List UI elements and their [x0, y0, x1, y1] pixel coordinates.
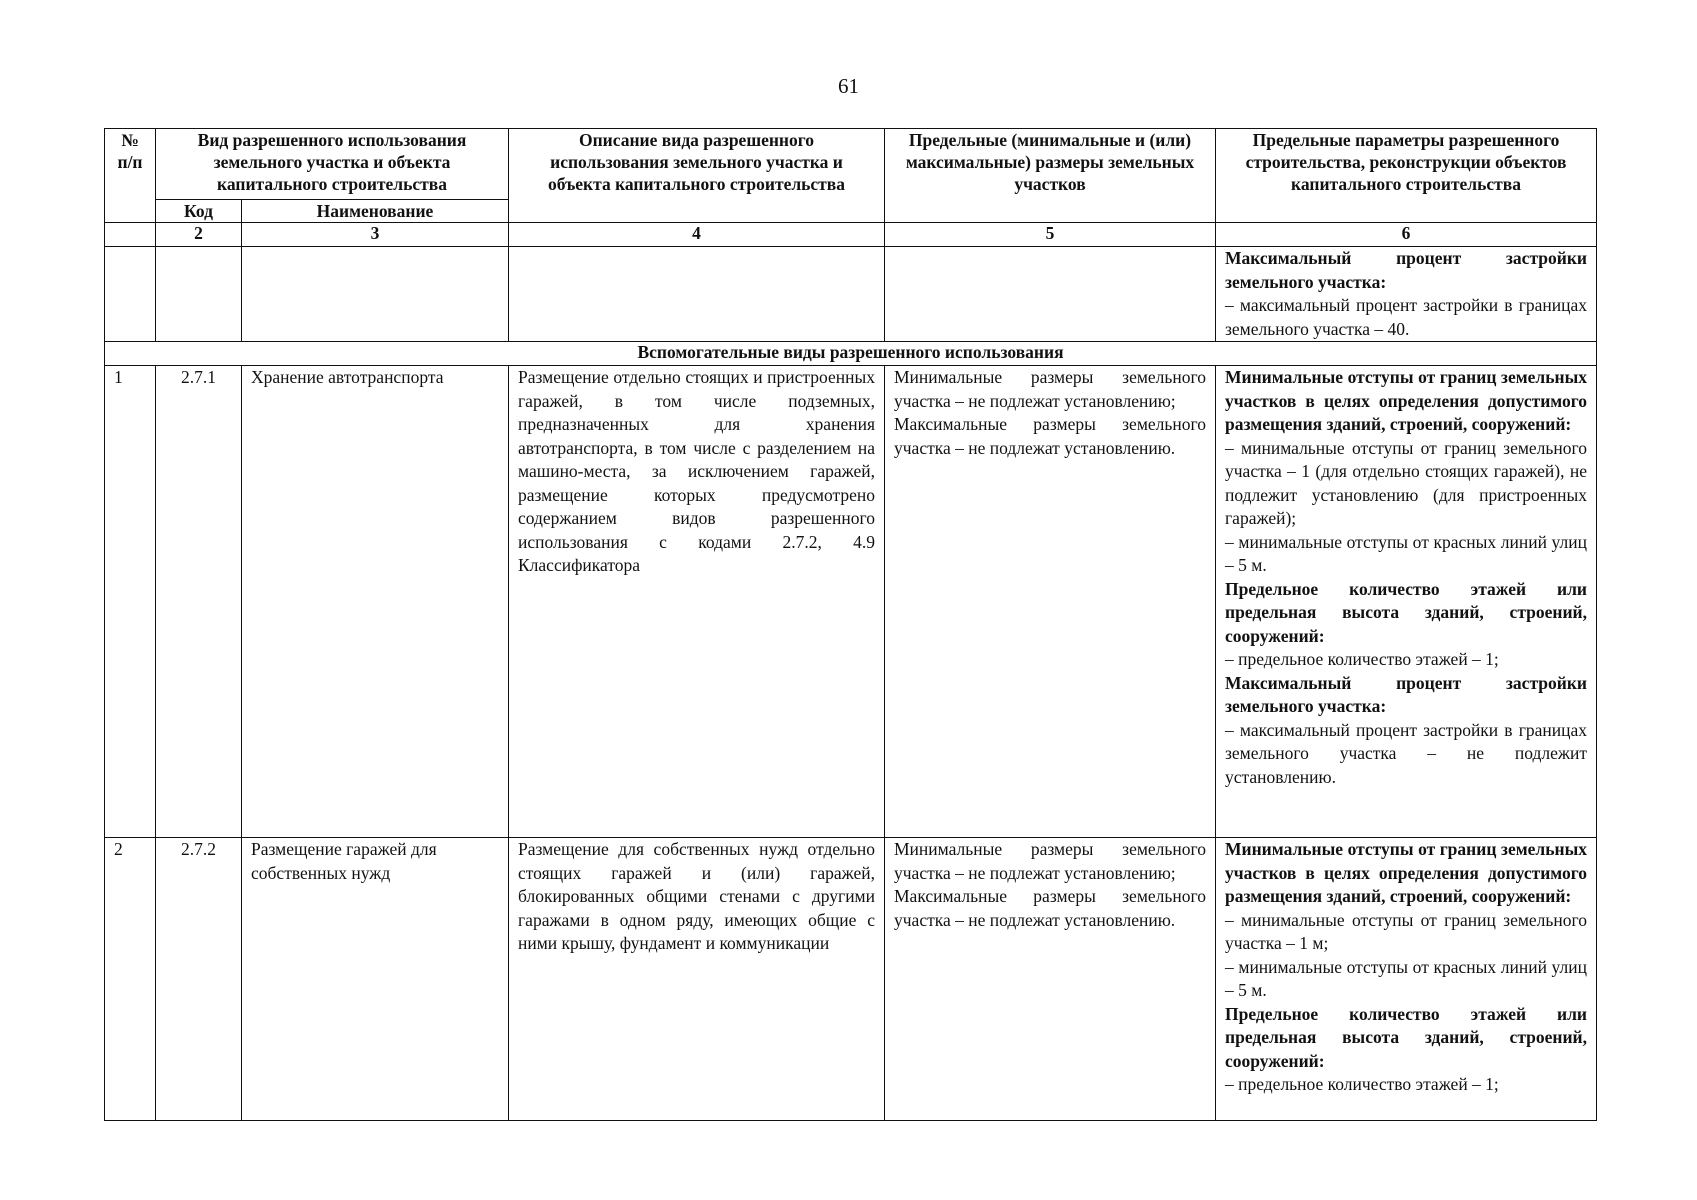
row-params-setback-a: – минимальные отступы от границ земельного участка – 1 м; — [1225, 909, 1587, 953]
row-params-setback-head: Минимальные отступы от границ земельных участков в целях определения допустимого размещения зданий, строений, сооружений: — [1225, 839, 1587, 906]
land-use-table — [104, 128, 1597, 1121]
page-number: 61 — [838, 74, 859, 98]
header-description: Описание вида разрешенного использования земельного участка и объекта капитального строительства — [509, 129, 885, 223]
row-sizes-min: Минимальные размеры земельного участка – не подлежат установлению; — [894, 367, 1206, 411]
row-description: Размещение отдельно стоящих и пристроенных гаражей, в том числе подземных, предназначенных для хранения автотранспорта, в том числе с разделением на машино-места, за исключением гаражей, размещение которых предусмотрено содержанием видов разрешенного использования с кодами 2.7.2, 4.9 Классификатора — [509, 366, 885, 838]
table-row — [105, 366, 1597, 838]
row-params-floors-head: Предельное количество этажей или предельная высота зданий, строений, сооружений: — [1225, 578, 1587, 646]
row-sizes-max: Максимальные размеры земельного участка – не подлежат установлению. — [894, 886, 1206, 930]
row-params-coverage-head: Максимальный процент застройки земельного участка: — [1225, 672, 1587, 716]
row-params-floors-a: – предельное количество этажей – 1; — [1225, 1074, 1499, 1094]
header-params: Предельные параметры разрешенного строительства, реконструкции объектов капитального строительства — [1216, 129, 1597, 223]
colnum-3: 3 — [242, 223, 509, 247]
colnum-6: 6 — [1216, 223, 1597, 247]
row-params-floors-a: – предельное количество этажей – 1; — [1225, 649, 1499, 669]
colnum-4: 4 — [509, 223, 885, 247]
continuation-params-text: – максимальный процент застройки в границах земельного участка – 40. — [1225, 295, 1587, 339]
row-params-setback-head: Минимальные отступы от границ земельных участков в целях определения допустимого размещения зданий, строений, сооружений: — [1225, 367, 1587, 434]
row-sizes-min: Минимальные размеры земельного участка – не подлежат установлению; — [894, 839, 1206, 883]
colnum-5: 5 — [885, 223, 1216, 247]
row-description: Размещение для собственных нужд отдельно стоящих гаражей и (или) гаражей, блокированных общими стенами с другими гаражами в одном ряду, имеющих общие с ними крышу, фундамент и коммуникации — [509, 838, 885, 1121]
row-num: 1 — [105, 366, 156, 838]
row-num: 2 — [105, 838, 156, 1121]
header-vid-group: Вид разрешенного использования земельного участка и объекта капитального строительства — [156, 129, 509, 200]
continuation-row — [105, 247, 1597, 342]
continuation-params-head: Максимальный процент застройки земельного участка: — [1225, 248, 1587, 292]
header-name: Наименование — [242, 200, 509, 223]
row-params-setback-b: – минимальные отступы от красных линий улиц – 5 м. — [1225, 531, 1587, 575]
table-row — [105, 838, 1597, 1121]
row-sizes-max: Максимальные размеры земельного участка – не подлежат установлению. — [894, 414, 1206, 458]
row-params-setback-b: – минимальные отступы от красных линий улиц – 5 м. — [1225, 956, 1587, 1000]
row-name: Размещение гаражей для собственных нужд — [242, 838, 509, 1121]
row-name: Хранение автотранспорта — [242, 366, 509, 838]
row-params-coverage-a: – максимальный процент застройки в границах земельного участка – не подлежит установлению. — [1225, 719, 1587, 787]
section-title: Вспомогательные виды разрешенного использования — [105, 342, 1597, 366]
header-code: Код — [156, 200, 242, 223]
header-num: № п/п — [105, 129, 156, 223]
row-params-setback-a: – минимальные отступы от границ земельного участка – 1 (для отдельно стоящих гаражей), не подлежит установлению (для пристроенных гаражей); — [1225, 437, 1587, 528]
row-params-floors-head: Предельное количество этажей или предельная высота зданий, строений, сооружений: — [1225, 1003, 1587, 1071]
header-sizes: Предельные (минимальные и (или) максимальные) размеры земельных участков — [885, 129, 1216, 223]
row-code: 2.7.2 — [156, 838, 242, 1121]
colnum-2: 2 — [156, 223, 242, 247]
row-code: 2.7.1 — [156, 366, 242, 838]
colnum-1 — [105, 223, 156, 247]
